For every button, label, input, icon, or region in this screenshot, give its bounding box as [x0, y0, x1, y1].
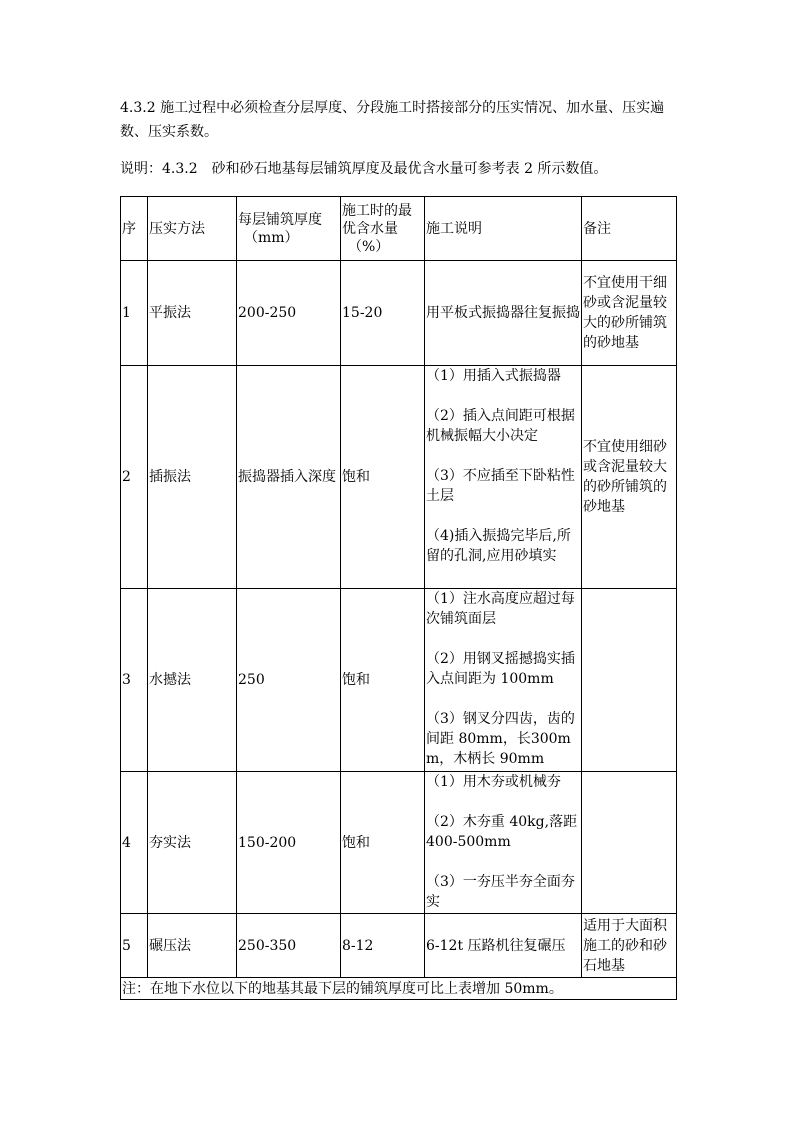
description-item: （2）木夯重 40kg,落距 400-500mm [426, 814, 578, 850]
row-thickness: 250-350 [237, 914, 341, 978]
section-4-3-2-paragraph: 4.3.2 施工过程中必须检查分层厚度、分段施工时搭接部分的压实情况、加水量、压实遍数、压实系数。 [120, 100, 665, 140]
row-thickness: 150-200 [237, 772, 341, 914]
row-method: 插振法 [148, 366, 237, 589]
header-note: 备注 [582, 197, 677, 261]
description-item: （3）不应插至下卧粘性土层 [426, 468, 575, 504]
explanation-paragraph: 说明：4.3.2 砂和砂石地基每层铺筑厚度及最优含水量可参考表 2 所示数值。 [120, 161, 608, 177]
row-description [425, 914, 582, 978]
row-seq: 5 [121, 914, 148, 978]
row-thickness: 250 [237, 589, 341, 772]
header-thickness-unit: （mm） [244, 229, 299, 246]
table-row [121, 914, 677, 978]
header-water-unit: （%） [348, 238, 390, 255]
description-item: 用平板式振捣器往复振捣 [426, 305, 580, 321]
row-note: 不宜使用细砂或含泥量较大的砂所铺筑的砂地基 [582, 366, 677, 589]
table-row [121, 366, 677, 589]
header-description: 施工说明 [425, 197, 582, 261]
row-thickness: 振捣器插入深度 [237, 366, 341, 589]
description-item: 6-12t 压路机往复碾压 [426, 937, 566, 954]
row-water: 饱和 [341, 366, 425, 589]
header-method: 压实方法 [148, 197, 237, 261]
row-description [425, 772, 582, 914]
row-method: 碾压法 [148, 914, 237, 978]
table-footnote: 注：在地下水位以下的地基其最下层的铺筑厚度可比上表增加 50mm。 [121, 978, 677, 1000]
table-header-row [121, 197, 677, 261]
row-method: 平振法 [148, 261, 237, 366]
row-method: 夯实法 [148, 772, 237, 914]
description-item: （4)插入振捣完毕后,所留的孔洞,应用砂填实 [426, 528, 571, 564]
row-note [582, 589, 677, 772]
row-seq: 2 [121, 366, 148, 589]
row-note: 适用于大面积施工的砂和砂石地基 [582, 914, 677, 978]
description-item: （2）插入点间距可根据机械振幅大小决定 [426, 408, 575, 444]
description-item: （1）注水高度应超过每次铺筑面层 [426, 591, 575, 627]
row-seq: 1 [121, 261, 148, 366]
description-item: （3）钢叉分四齿，齿的间距 80mm，长300mm，木柄长 90mm [426, 711, 575, 767]
description-item: （1）用插入式振捣器 [426, 368, 561, 384]
row-note [582, 772, 677, 914]
row-description [425, 261, 582, 366]
compaction-method-table [120, 196, 677, 1000]
table-row [121, 772, 677, 914]
header-water-content [341, 197, 425, 261]
description-item: （3）一夯压半夯全面夯实 [426, 874, 575, 910]
row-water: 15-20 [341, 261, 425, 366]
header-thickness [237, 197, 341, 261]
row-note: 不宜使用干细砂或含泥量较大的砂所铺筑的砂地基 [582, 261, 677, 366]
header-seq: 序 [121, 197, 148, 261]
row-seq: 4 [121, 772, 148, 914]
header-thickness-label: 每层铺筑厚度 [238, 211, 322, 228]
row-description [425, 589, 582, 772]
description-item: （2）用钢叉摇撼捣实插入点间距为 100mm [426, 651, 575, 687]
header-water-label: 施工时的最优含水量 [342, 202, 412, 237]
table-row [121, 261, 677, 366]
row-water: 饱和 [341, 772, 425, 914]
row-seq: 3 [121, 589, 148, 772]
row-thickness: 200-250 [237, 261, 341, 366]
row-water: 8-12 [341, 914, 425, 978]
row-method: 水撼法 [148, 589, 237, 772]
row-description [425, 366, 582, 589]
description-item: （1）用木夯或机械夯 [426, 774, 561, 790]
table-row [121, 589, 677, 772]
row-water: 饱和 [341, 589, 425, 772]
table-footnote-row [121, 978, 677, 1000]
